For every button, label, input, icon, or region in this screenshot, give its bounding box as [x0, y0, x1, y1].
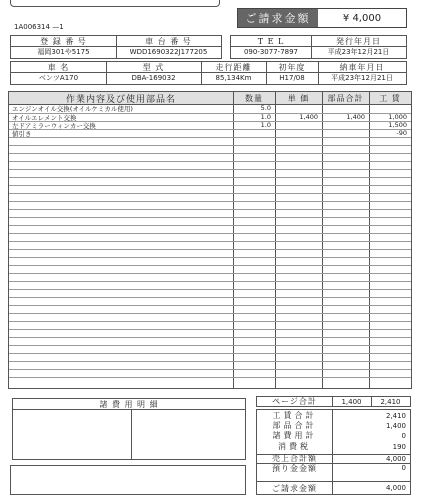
table-row: [9, 201, 411, 209]
cell-desc: 値引き: [12, 130, 32, 138]
table-row: [9, 369, 411, 377]
deposit-value: 0: [401, 464, 406, 472]
labor-total-value: 2,410: [385, 411, 406, 420]
first-registration-label: 初年度: [278, 62, 306, 72]
table-row: [9, 105, 411, 113]
tel-label: T E L: [257, 36, 285, 46]
mileage-label: 走行距離: [215, 62, 252, 72]
cell-desc: エンジンオイル交換(オイルケミカル使用): [12, 105, 133, 113]
sales-total-value: 4,000: [385, 454, 406, 463]
table-row: [9, 137, 411, 145]
table-row: [9, 353, 411, 361]
chassis-number-label: 車 台 番 号: [145, 36, 192, 46]
table-row: [9, 153, 411, 161]
quantity-header: 数量: [245, 94, 263, 103]
parts-total-header: 部品合計: [327, 94, 364, 103]
table-row: [9, 281, 411, 289]
table-row: [9, 121, 411, 129]
table-row: [9, 273, 411, 281]
sales-total-label: 売上合計額: [272, 454, 317, 463]
table-row: [9, 225, 411, 233]
remarks-box: [10, 465, 246, 495]
chassis-number-value: WDD1690322J177205: [129, 48, 208, 56]
table-row: [9, 113, 411, 121]
model-value: DBA-169032: [131, 74, 176, 82]
tel-value: 090-3077-7897: [243, 48, 299, 56]
table-row: [9, 305, 411, 313]
parts-total-label: 部品合計: [272, 421, 317, 430]
cell-labor: 1,500: [388, 121, 407, 129]
cell-desc: オイルエレメント交換: [12, 114, 77, 122]
table-row: [9, 297, 411, 305]
invoice-total-label: ご請求金額: [272, 483, 317, 493]
expenses-table: [12, 398, 246, 460]
customer-box: [10, 0, 220, 7]
issue-date-value: 平成23年12月21日: [327, 48, 390, 56]
cell-desc: 左ドアミラーウィンカー交換: [12, 122, 96, 130]
labor-total-label: 工賃合計: [272, 411, 317, 420]
table-row: [9, 361, 411, 369]
table-row: [9, 145, 411, 153]
cell-qty: 1.0: [260, 113, 271, 121]
parts-total-value: 1,400: [385, 421, 406, 430]
page-total-label: ページ合計: [272, 397, 317, 406]
registration-table: [10, 35, 222, 59]
unit-price-header: 単 価: [287, 94, 310, 103]
labor-header: 工 賃: [379, 94, 401, 103]
cell-labor: 1,000: [388, 113, 407, 121]
table-row: [9, 233, 411, 241]
table-row: [9, 217, 411, 225]
table-row: [9, 377, 411, 385]
tax-label: 消費税: [278, 442, 311, 451]
mileage-value: 85,134Km: [215, 74, 252, 82]
registration-number-label: 登 録 番 号: [40, 36, 87, 46]
registration-number-value: 福岡301や5175: [37, 48, 90, 56]
invoice-amount-label: ご請求金額: [238, 9, 318, 27]
page-total-parts: 1,400: [341, 397, 362, 406]
fees-total-value: 0: [401, 431, 406, 440]
delivery-date-value: 平成23年12月21日: [331, 74, 393, 82]
table-row: [9, 129, 411, 137]
page-total-labor: 2,410: [380, 397, 401, 406]
table-row: [9, 241, 411, 249]
totals-table: [256, 409, 411, 495]
vehicle-table: [10, 61, 407, 85]
table-row: [9, 345, 411, 353]
invoice-amount-value: ¥ 4,000: [342, 12, 382, 24]
fees-total-label: 諸費用計: [272, 431, 317, 440]
table-row: [9, 337, 411, 345]
expenses-title: 諸 費 用 明 細: [99, 399, 159, 409]
tax-value: 190: [392, 442, 406, 451]
cell-qty: 1.0: [260, 121, 271, 129]
table-row: [9, 169, 411, 177]
table-row: [9, 321, 411, 329]
cell-unit: 1,400: [299, 113, 318, 121]
table-row: [9, 313, 411, 321]
work-rows: [9, 105, 411, 388]
document-id: 1A006314 —1: [14, 23, 64, 31]
deposit-label: 預り金金額: [272, 463, 317, 473]
table-row: [9, 329, 411, 337]
table-row: [9, 289, 411, 297]
model-label: 型 式: [142, 62, 165, 72]
work-items-table: [8, 91, 412, 389]
table-row: [9, 249, 411, 257]
contact-table: [230, 35, 407, 59]
table-row: [9, 265, 411, 273]
table-row: [9, 257, 411, 265]
car-name-value: ベンツA170: [38, 74, 79, 82]
table-row: [9, 161, 411, 169]
invoice-total-value: 4,000: [385, 484, 406, 492]
first-registration-value: H17/08: [279, 74, 305, 82]
cell-parts: 1,400: [346, 113, 365, 121]
cell-qty: 5.0: [260, 104, 271, 112]
car-name-label: 車 名: [47, 62, 70, 72]
table-row: [9, 177, 411, 185]
table-row: [9, 185, 411, 193]
table-row: [9, 193, 411, 201]
work-description-header: 作業内容及び使用部品名: [65, 95, 176, 105]
page-total-row: [256, 396, 411, 407]
issue-date-label: 発行年月日: [336, 36, 381, 46]
invoice-amount-box: [237, 8, 407, 28]
cell-labor: -90: [396, 129, 407, 137]
table-row: [9, 209, 411, 217]
delivery-date-label: 納車年月日: [339, 62, 385, 72]
